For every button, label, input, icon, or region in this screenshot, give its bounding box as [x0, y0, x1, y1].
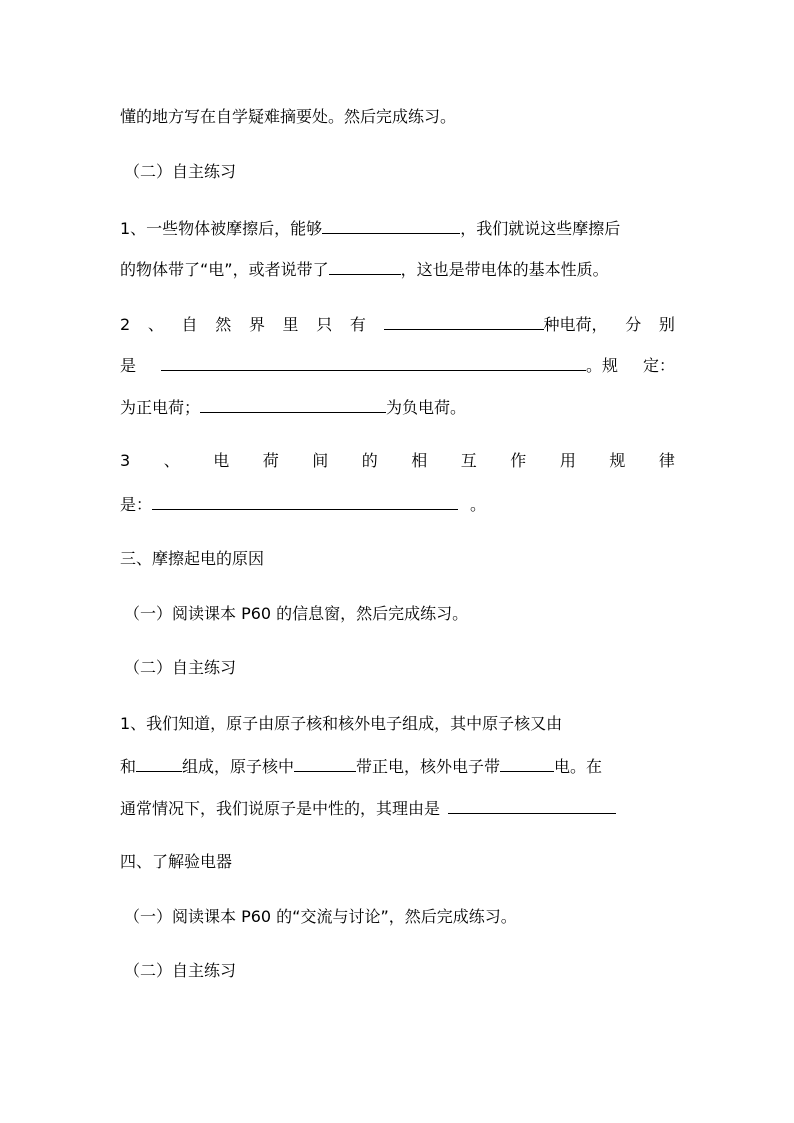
question-1-line-1 — [120, 217, 675, 240]
intro-line: 懂的地方写在自学疑难摘要处。然后完成练习。 — [120, 107, 457, 126]
answer-blank[interactable] — [200, 396, 386, 413]
question-3-line-2 — [120, 493, 675, 516]
q2-char: 别 — [658, 315, 675, 334]
s3-question-1-line-1: 1、我们知道，原子由原子核和核外电子组成，其中原子核又由 — [120, 714, 563, 733]
answer-blank[interactable] — [152, 493, 458, 510]
q3-text: 。 — [470, 495, 487, 514]
q2-text: 种电荷， — [543, 315, 608, 334]
s3q1-text: 电。在 — [554, 757, 603, 776]
s3q1-text: 通常情况下，我们说原子是中性的，其理由是 — [120, 799, 441, 818]
q1-text-b: ，我们就说这些摩擦后 — [460, 219, 621, 238]
q2-char: 有 — [349, 315, 366, 334]
q2-text: 。规 — [585, 356, 618, 375]
practice-heading-2: （二）自主练习 — [124, 162, 237, 181]
q3-char: 的 — [361, 451, 378, 470]
practice-heading-3: （二）自主练习 — [124, 658, 237, 677]
answer-blank[interactable] — [294, 755, 356, 772]
q2-char: 只 — [316, 315, 333, 334]
q2-text: 为负电荷。 — [386, 398, 467, 417]
q2-char: 是 — [120, 356, 137, 375]
answer-blank[interactable] — [384, 313, 544, 330]
q1-text-c: 的物体带了“电”，或者说带了 — [120, 260, 329, 279]
practice-heading-4: （二）自主练习 — [124, 961, 237, 980]
q2-char: 然 — [215, 315, 232, 334]
answer-blank[interactable] — [329, 258, 401, 275]
question-1-line-2 — [120, 258, 675, 281]
q2-char: 界 — [248, 315, 265, 334]
q1-text-a: 1、一些物体被摩擦后，能够 — [120, 219, 323, 238]
answer-blank[interactable] — [136, 755, 182, 772]
q3-char: 相 — [411, 451, 428, 470]
q2-text: 为正电荷； — [120, 398, 201, 417]
q3-char: 间 — [312, 451, 329, 470]
answer-blank[interactable] — [448, 797, 616, 814]
answer-blank[interactable] — [161, 354, 586, 371]
q3-char: 作 — [510, 451, 527, 470]
answer-blank[interactable] — [500, 755, 554, 772]
q2-char: 自 — [181, 315, 198, 334]
section-3-heading: 三、摩擦起电的原因 — [120, 549, 265, 568]
q3-char: 电 — [213, 451, 230, 470]
question-2-line-3 — [120, 396, 675, 419]
q1-text-d: ，这也是带电体的基本性质。 — [400, 260, 609, 279]
s3q1-text: 和 — [120, 757, 137, 776]
q2-sep: 、 — [147, 315, 164, 334]
q3-char: 、 — [163, 451, 180, 470]
question-2-line-1 — [120, 313, 675, 336]
question-2-line-2 — [120, 354, 675, 377]
q2-char: 分 — [625, 315, 642, 334]
section-4-heading: 四、了解验电器 — [120, 852, 233, 871]
q3-text: 是： — [120, 495, 153, 514]
q2-char: 里 — [282, 315, 299, 334]
question-3-line-1 — [120, 450, 675, 472]
s3q1-text: 组成，原子核中 — [182, 757, 295, 776]
q3-char: 规 — [609, 451, 626, 470]
section-4-reading: （一）阅读课本 P60 的“交流与讨论”，然后完成练习。 — [124, 907, 517, 926]
s3-question-1-line-3 — [120, 797, 675, 820]
s3-question-1-line-2 — [120, 755, 675, 778]
q3-char: 律 — [658, 451, 675, 470]
q3-char: 用 — [559, 451, 576, 470]
q3-char: 3 — [120, 451, 131, 470]
q2-char: 定： — [642, 356, 675, 375]
s3q1-text: 带正电，核外电子带 — [356, 757, 501, 776]
q3-char: 互 — [460, 451, 477, 470]
answer-blank[interactable] — [322, 217, 460, 234]
section-3-reading: （一）阅读课本 P60 的信息窗，然后完成练习。 — [124, 604, 469, 623]
q2-num: 2 — [120, 315, 131, 334]
q3-char: 荷 — [262, 451, 279, 470]
